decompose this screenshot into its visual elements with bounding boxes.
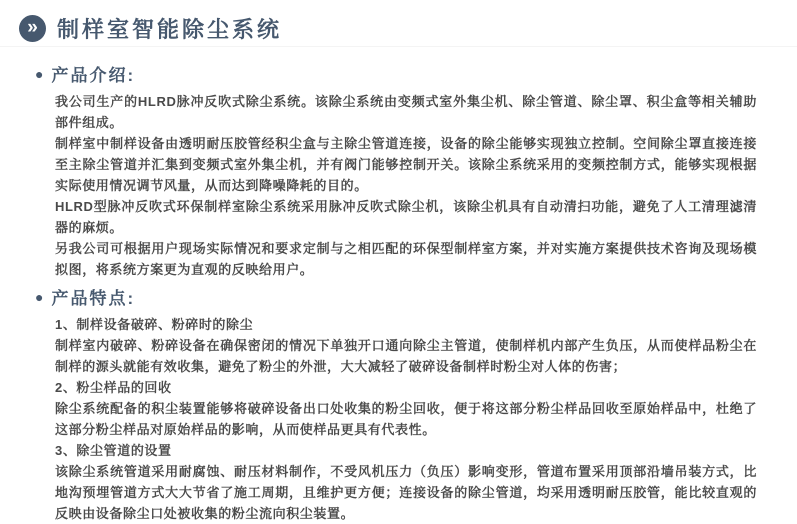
bullet-icon: ● [35,65,44,82]
section-features-heading: 产品特点: [51,289,136,308]
bullet-icon: ● [35,288,44,305]
section-intro-body [35,91,757,280]
section-features-body [35,314,757,524]
feature-title: 1、制样设备破碎、粉碎时的除尘 [55,317,254,332]
feature-item-3 [55,440,757,524]
page-title: 制样室智能除尘系统 [57,16,283,42]
feature-title: 3、除尘管道的设置 [55,443,172,458]
section-intro-heading: 产品介绍: [51,66,136,85]
intro-paragraph: HLRD型脉冲反吹式环保制样室除尘系统采用脉冲反吹式除尘机，该除尘机具有自动清扫功能，避免了人工清理滤清器的麻烦。 [55,199,757,235]
feature-body: 该除尘系统管道采用耐腐蚀、耐压材料制作，不受风机压力（负压）影响变形，管道布置采用顶部沿墙吊装方式，比地沟预埋管道方式大大节省了施工周期，且维护更方便；连接设备的除尘管道，均采用透明耐压胶管，能比较直观的反映由设备除尘口处被收集的粉尘流向积尘装置。 [55,464,757,521]
feature-body: 除尘系统配备的积尘装置能够将破碎设备出口处收集的粉尘回收，便于将这部分粉尘样品回收至原始样品中，杜绝了这部分粉尘样品对原始样品的影响，从而使样品更具有代表性。 [55,401,757,437]
section-product-intro [35,61,757,280]
content [0,47,797,524]
section-intro-heading-row [35,61,757,86]
intro-paragraph: 我公司生产的HLRD脉冲反吹式除尘系统。该除尘系统由变频式室外集尘机、除尘管道、除尘罩、积尘盒等相关辅助部件组成。 [55,94,757,130]
intro-paragraph: 制样室中制样设备由透明耐压胶管经积尘盒与主除尘管道连接，设备的除尘能够实现独立控制。空间除尘罩直接连接至主除尘管道并汇集到变频式室外集尘机，并有阀门能够控制开关。该除尘系统采用的变频控制方式，能够实现根据实际使用情况调节风量，从而达到降噪降耗的目的。 [55,136,757,193]
page-header [0,0,797,46]
feature-item-1 [55,314,757,377]
intro-paragraph: 另我公司可根据用户现场实际情况和要求定制与之相匹配的环保型制样室方案，并对实施方案提供技术咨询及现场模拟图，将系统方案更为直观的反映给用户。 [55,241,757,277]
double-chevron-right-icon: » [19,15,46,42]
feature-item-2 [55,377,757,440]
section-product-features [35,284,757,524]
feature-title: 2、粉尘样品的回收 [55,380,172,395]
section-features-heading-row [35,284,757,309]
feature-body: 制样室内破碎、粉碎设备在确保密闭的情况下单独开口通向除尘主管道，使制样机内部产生负压，从而使样品粉尘在制样的源头就能有效收集，避免了粉尘的外泄，大大减轻了破碎设备制样时粉尘对人体的伤害； [55,338,757,374]
